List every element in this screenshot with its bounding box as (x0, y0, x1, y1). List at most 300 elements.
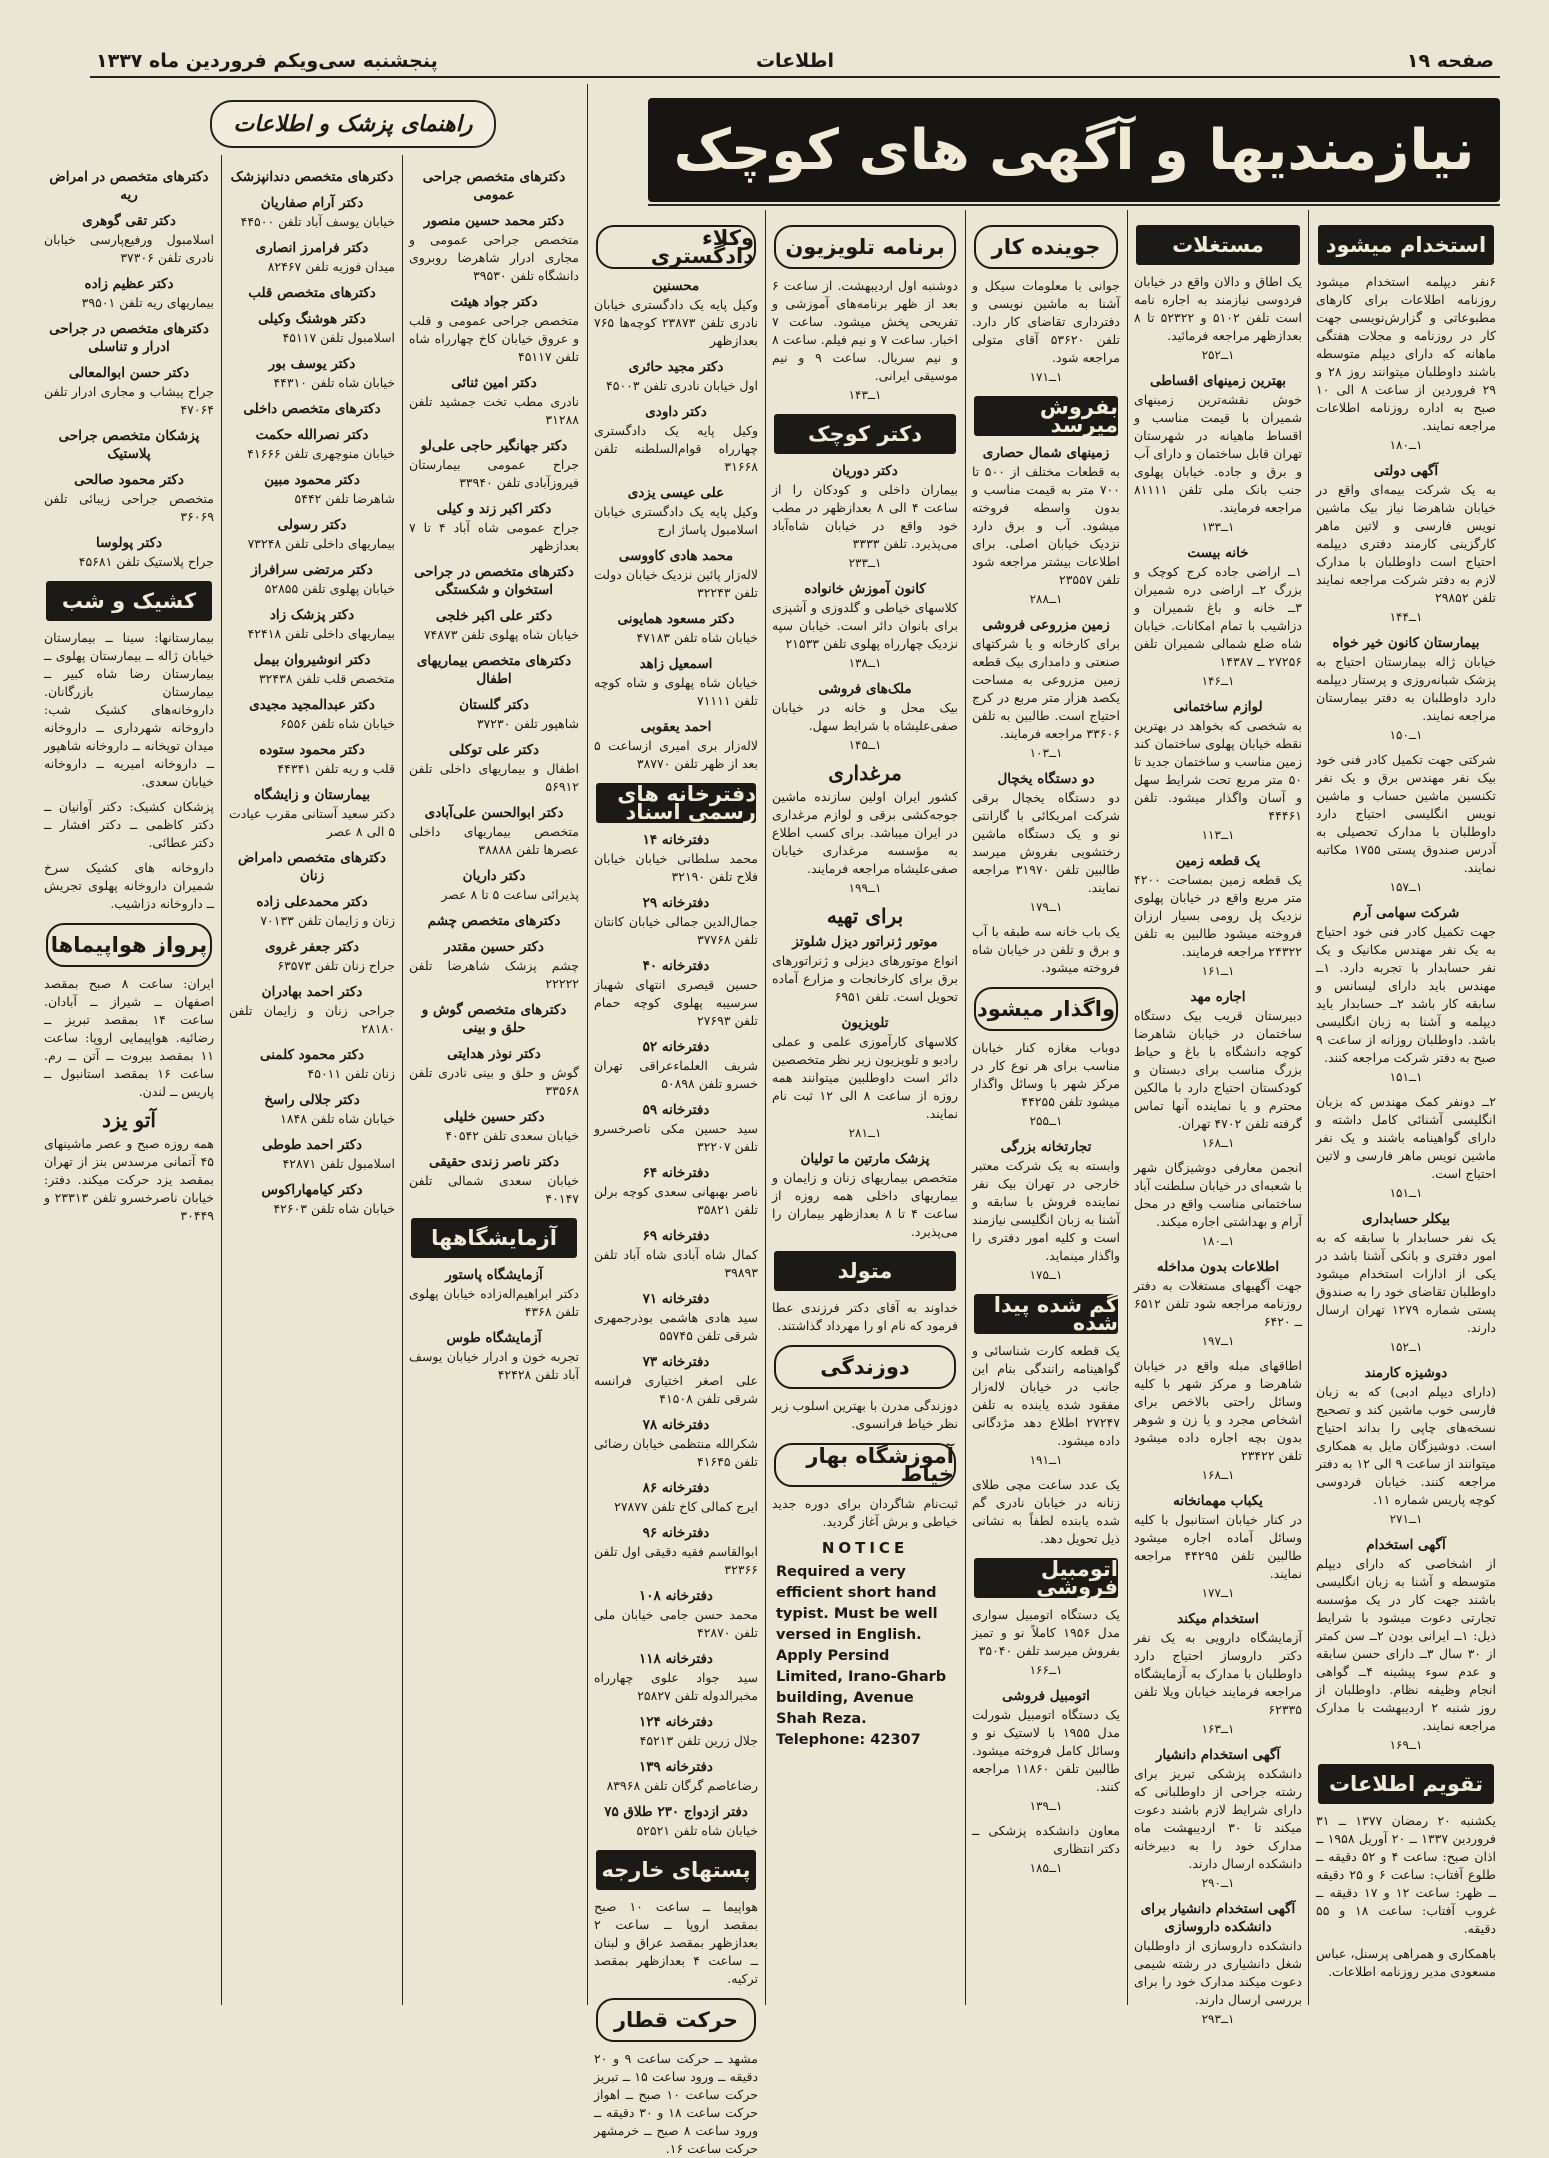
ad-body: یک قطعه زمین بمساحت ۴۲۰۰ متر مربع واقع در خیابان پهلوی نزدیک پل رومی بسیار ارزان فروخته میشود طالبین به تلفن ۲۴۳۲۲ مراجعه فرمایند. (1134, 872, 1302, 959)
ad-body: بیماریهای داخلی تلفن ۴۲۴۱۸ (247, 626, 395, 641)
classified-ad (229, 786, 395, 841)
classified-ad (594, 957, 758, 1030)
ad-title: دکتر ابوالحسن علی‌آبادی (424, 805, 564, 821)
column-programs (768, 215, 962, 2007)
classified-ad (594, 484, 758, 539)
ad-title: شرکت سهامی آرم (1352, 905, 1460, 921)
classified-ad (1134, 372, 1302, 536)
section-heading: آزمایشگاهها (411, 1218, 577, 1258)
ad-code: ۱ــ۲۸۸ (1029, 592, 1063, 606)
ad-code: ۱ــ۱۳۳ (1201, 520, 1235, 534)
column-rule (1127, 210, 1128, 2005)
ad-code: ۱ــ۱۶۱ (1201, 964, 1235, 978)
classified-ad (1134, 1258, 1302, 1350)
ad-title: دفترخانه ۵۹ (642, 1102, 710, 1118)
ad-title: دفترخانه ۴۰ (642, 958, 710, 974)
ad-body: وکیل پایه یک دادگستری خیابان اسلامبول پاساژ ارج (594, 504, 758, 537)
classified-ad (409, 867, 579, 904)
classified-ad (594, 655, 758, 710)
ad-title: تجارتخانه بزرگی (1000, 1139, 1092, 1155)
page-header (90, 50, 1500, 78)
ad-body: علی اصغر اختیاری فرانسه شرقی تلفن ۴۱۵۰۸ (594, 1373, 758, 1406)
section-heading: وکلاء دادگستری (596, 225, 756, 269)
ad-title: دو دستگاه یخچال (997, 771, 1095, 787)
ad-code: ۱ــ۱۹۹ (848, 881, 882, 895)
ad-title: پزشکان متخصص جراحی پلاستیک (58, 428, 200, 462)
ad-code: ۱ــ۱۳۹ (1029, 1799, 1063, 1813)
classified-ad (44, 975, 214, 1101)
ad-title: دکتر مسعود همایونی (617, 611, 735, 627)
ad-body: ناصر بهبهانی سعدی کوچه برلن تلفن ۳۵۸۲۱ (594, 1184, 758, 1217)
ad-title: دکترهای متخصص داخلی (243, 401, 381, 417)
ad-body: به شخصی که بخواهد در بهترین نقطه خیابان پهلوی ساختمان کند زمین مناسب و ساختمان جدید تا ۵۰ متر مربع تحت شرایط سهل و آسان واگذار میشود. تلفن ۴۴۴۶۱ (1134, 718, 1302, 823)
classified-ad (44, 320, 214, 356)
classified-ad (972, 1138, 1120, 1284)
classified-ad (229, 310, 395, 347)
ad-title: زمین مزروعی فروشی (982, 617, 1110, 633)
classified-ad (409, 212, 579, 285)
ad-title: دفترخانه ۱۳۹ (639, 1759, 713, 1775)
banner-divider (648, 204, 1500, 206)
section-heading: پرواز هواپیماها (46, 923, 212, 967)
classified-ad (1316, 1210, 1496, 1356)
ad-title: دفترخانه ۱۲۴ (639, 1714, 713, 1730)
ad-code: ۱ــ۱۸۰ (1389, 438, 1423, 452)
classified-ad (1316, 273, 1496, 454)
ad-title: دکتر احمد بهادران (261, 984, 363, 1000)
classified-ad (594, 358, 758, 395)
ad-title: دفترخانه ۷۳ (642, 1354, 710, 1370)
ad-body: اسلامبول ورفیع‌پارسی خیابان نادری تلفن ۳۷۳۰۶ (44, 232, 214, 265)
classified-ad (229, 471, 395, 508)
ad-code: ۱ــ۱۶۶ (1029, 1663, 1063, 1677)
ad-body: شاهپور تلفن ۳۷۲۳۰ (476, 716, 579, 731)
classified-ad (594, 831, 758, 886)
ad-title: دوشیزه کارمند (1364, 1365, 1448, 1381)
ad-body: دو دستگاه یخچال برقی شرکت امریکائی با گارانتی نو و یک دستگاه ماشین رختشویی بفروش میرسد طالبین تلفن ۳۱۹۷۰ مراجعه نمایند. (972, 790, 1120, 895)
section-heading: استخدام میشود (1318, 225, 1494, 265)
ad-body: محمد سلطانی خیابان خیابان فلاح تلفن ۳۲۱۹۰ (594, 851, 758, 884)
ad-body: انجمن معارفی دوشیزگان شهر با شعبه‌ای در خیابان سلطنت آباد ساختمانی مناسب واقع در محل آرام و بهداشتی اجاره میکند. (1133, 1160, 1302, 1229)
classified-ad (44, 629, 214, 791)
ad-body: باهمکاری و همراهی پرسنل، عباس مسعودی مدیر روزنامه اطلاعات. (1316, 1946, 1496, 1979)
ad-body: دبیرستان قریب بیک دستگاه ساختمان در خیابان شاهرضا کوچه دانشگاه با باغ و حیاط بزرگ مناسب برای دبستان و کودکستان احتیاج دارد با مالکین محترم و یا نماینده آنها تماس گرفته تلفن ۴۷۰۲ تهران. (1134, 1008, 1302, 1131)
ad-body: جهت تکمیل کادر فنی خود احتیاج به یک نفر مهندس مکانیک و یک نفر حسابدار با تجربه دارد. ۱ــ مهندس باید دارای لیسانس و سابقه کار باشد ۲ــ حسابدار باید دیپلمه و آشنا به زبان انگلیسی باشد. داوطلبان روزانه از ساعت ۹ صبح به دفتر شرکت مراجعه کنند. (1316, 924, 1497, 1065)
ad-body: حسین قیصری انتهای شهباز سرسیبه پهلوی کوچه حمام تلفن ۲۷۶۹۳ (594, 977, 758, 1028)
ad-title: دکتر پزشک زاد (269, 607, 355, 623)
ad-body: آزمایشگاه دارویی به یک نفر دکتر داروساز احتیاج دارد داوطلبان با مدارک به آزمایشگاه مراجعه فرمایند خیابان ویلا تلفن ۶۲۳۳۵ (1134, 1630, 1302, 1717)
classified-ad (1316, 1364, 1496, 1528)
ad-body: در کنار خیابان استانبول با کلیه وسائل آماده اجاره میشود طالبین تلفن ۴۴۲۹۵ مراجعه نمایند. (1134, 1512, 1303, 1581)
ad-body: بیماریهای داخلی تلفن ۷۳۲۴۸ (247, 536, 395, 551)
ad-body: ایران: ساعت ۸ صبح بمقصد اصفهان ــ شیراز ــ آبادان. ساعت ۱۴ بمقصد تبریز ــ رضائیه. هواپیمایی اروپا: ساعت ۱۱ بمقصد بیروت ــ آتن ــ رم. ساعت ۱۶ بمقصد استانبول ــ پاریس ــ لندن. (44, 976, 214, 1099)
classified-ad (44, 1135, 214, 1225)
classified-ad (772, 1014, 958, 1142)
ad-code: ۱ــ۱۹۷ (1201, 1334, 1235, 1348)
ad-body: سید جواد علوی چهارراه مخبرالدوله تلفن ۲۵۸۲۷ (594, 1670, 758, 1703)
ad-body: چشم پزشک شاهرضا تلفن ۲۲۲۲۲ (409, 958, 579, 991)
classified-ad (409, 696, 579, 733)
ad-title: استخدام میکند (1177, 1611, 1259, 1627)
classified-ad (1134, 1746, 1302, 1892)
ad-body: اطفال و بیماریهای داخلی تلفن ۵۶۹۱۲ (409, 761, 579, 794)
classified-ad (409, 1266, 579, 1321)
ad-title: دکتر جلالی راسخ (264, 1092, 360, 1108)
ad-body: خیابان شاه پهلوی تلفن ۷۴۸۷۳ (423, 627, 579, 642)
ad-title: محمد هادی کاووسی (618, 548, 734, 564)
section-heading: کشیک و شب (46, 581, 212, 621)
ad-body: بیمارستانها: سینا ــ بیمارستان خیابان ژاله ــ بیمارستان پهلوی ــ بیمارستان رضا شاه کبیر ــ بیمارستان بازرگانان. داروخانه‌های کشیک شب: داروخانه شهرداری ــ داروخانه میدان توپخانه ــ داروخانه شاهپور ــ داروخانه امیریه ــ داروخانه خیابان سعدی. (44, 630, 214, 789)
classified-ad (229, 561, 395, 598)
ad-body: از اشخاصی که دارای دیپلم متوسطه و آشنا به زبان انگلیسی باشند جهت کار در یک مؤسسه تجارتی دعوت میشود با شرایط ذیل: ۱ــ ایرانی بودن ۲ــ سن کمتر از ۳۰ سال ۳ــ دارای حسن سابقه و عدم سوء پیشینه ۴ــ گواهی انجام وظیفه نظام. داوطلبان از روز شنبه ۲ اردیبهشت با مدارک مراجعه نمایند. (1316, 1556, 1497, 1733)
classified-ad (229, 938, 395, 975)
classified-ad (1134, 1610, 1302, 1738)
ad-body: شاهرضا تلفن ۵۴۴۲ (294, 491, 395, 506)
ad-body: شکرالله منتظمی خیابان رضائی تلفن ۴۱۶۴۵ (594, 1436, 758, 1469)
ad-code: ۱ــ۲۹۰ (1201, 1876, 1235, 1890)
ad-code: ۱ــ۱۴۵ (848, 738, 882, 752)
ad-title: دکتر حسین خلیلی (443, 1109, 545, 1125)
classified-ad (972, 277, 1120, 386)
ad-title: دکترهای متخصص بیماریهای اطفال (416, 653, 572, 687)
ad-body: یک نفر حسابدار با سابقه که به امور دفتری و بانکی آشنا باشد در یکی از ادارات استخدام میشود داوطلبان تقاضای خود را به صندوق پستی شماره ۱۲۷۹ تهران ارسال دارند. (1316, 1230, 1496, 1335)
ad-body: جراح پلاستیک تلفن ۴۵۶۸۱ (78, 554, 214, 569)
classified-ad (229, 355, 395, 392)
classified-ad (409, 652, 579, 688)
ad-body: جراح پیشاب و مجاری ادرار تلفن ۴۷۰۶۴ (44, 384, 214, 417)
ad-body: کلاسهای کارآموزی علمی و عملی رادیو و تلویزیون زیر نظر متخصصین دائر است داوطلبین میتوانند همه روزه از ساعت ۸ الی ۱۲ ثبت نام نمایند. (772, 1034, 958, 1121)
classified-ad (594, 1416, 758, 1471)
classified-ad (594, 610, 758, 647)
ad-body: به قطعات مختلف از ۵۰۰ تا ۷۰۰ متر به قیمت مناسب و بدون واسطه فروخته میشود. آب و برق دارد نزدیک خیابان اصلی. برای اطلاعات بیشتر مراجعه شود تلفن ۲۳۵۵۷ (972, 464, 1120, 587)
ad-title: دکتر آرام صفاریان (260, 195, 364, 211)
classified-ad (772, 1299, 958, 1335)
ad-title: دکترهای متخصص دندانپزشک (230, 169, 394, 185)
classified-ad (594, 1290, 758, 1345)
classified-ad (1134, 988, 1302, 1152)
ad-code: ۱ــ۱۵۱ (1389, 1070, 1423, 1084)
ad-body: متخصص قلب تلفن ۳۲۴۳۸ (258, 671, 395, 686)
ad-body: جلال زرین تلفن ۴۵۲۱۳ (639, 1733, 758, 1748)
ad-body: ۶نفر دیپلمه استخدام میشود روزنامه اطلاعات برای کارهای مطبوعاتی و گزارش‌نویسی جهت کار در روزنامه و مجلات هفتگی ماهانه که دارای دیپلم متوسطه باشند داوطلبان میتوانند روز ۲۸ و ۲۹ فروردین از ساعت ۸ الی ۱۰ صبح به اداره روزنامه اطلاعات مراجعه نمایند. (1316, 274, 1496, 433)
ad-title: دفترخانه ۷۸ (642, 1417, 710, 1433)
ad-code: ۱ــ۱۵۲ (1389, 1340, 1423, 1354)
ad-body: هواپیما ــ ساعت ۱۰ صبح بمقصد اروپا ــ ساعت ۲ بعدازظهر بمقصد عراق و لبنان ــ ساعت ۴ بعدازظهر بمقصد ترکیه. (594, 1899, 758, 1986)
ad-title: دکتر مرتضی سرافراز (251, 562, 373, 578)
ad-body: بیک محل و خانه در خیابان صفی‌علیشاه با شرایط سهل. (772, 700, 958, 733)
classified-ad (229, 284, 395, 302)
ad-code: ۱ــ۱۶۸ (1201, 1136, 1235, 1150)
classified-ad (1134, 544, 1302, 690)
classified-ad (594, 1898, 758, 1988)
ad-title: دکتر انوشیروان بیمل (253, 652, 371, 668)
ad-body: میدان فوزیه تلفن ۸۲۴۶۷ (267, 259, 395, 274)
banner-title: نیازمندیها و آگهی های کوچک (673, 117, 1475, 183)
classified-ad (44, 471, 214, 526)
ad-code: ۱ــ۲۷۱ (1389, 1512, 1423, 1526)
classified-ad (972, 1476, 1120, 1548)
ad-body: معاون دانشکده پزشکی ــ دکتر انتظاری (972, 1823, 1120, 1856)
ad-code: ۱ــ۱۰۳ (1029, 746, 1063, 760)
ad-code: ۱ــ۱۶۸ (1201, 1468, 1235, 1482)
column-rule (765, 210, 766, 2005)
ad-body: خیابان سعدی تلفن ۴۰۵۴۲ (445, 1128, 579, 1143)
classified-ad (594, 1164, 758, 1219)
ad-body: گوش و حلق و بینی نادری تلفن ۳۳۵۶۸ (409, 1065, 579, 1098)
directory-heading (210, 100, 496, 148)
classified-ad (409, 912, 579, 930)
ad-body: سید حسین مکی ناصرخسرو تلفن ۳۲۲۰۷ (594, 1121, 758, 1154)
ad-body: زنان تلفن ۴۵۰۱۱ (307, 1066, 395, 1081)
classified-ad (409, 607, 579, 644)
ad-title: آگهی استخدام (1366, 1537, 1446, 1553)
ad-body: شرکتی جهت تکمیل کادر فنی خود بیک نفر مهندس برق و یک نفر تکنسین ماشین حساب و ماشین نویس انگلیسی احتیاج دارد داوطلبان با مدارک تحصیلی به آدرس صندوق پستی ۱۷۵۵ مکاتبه نمایند. (1316, 752, 1496, 875)
classified-ad (409, 437, 579, 492)
classified-ad (229, 741, 395, 778)
ad-title: دکتر محمدعلی زاده (256, 894, 368, 910)
ad-title: دکتر محمد حسین منصور (423, 213, 565, 229)
classified-ad (594, 1758, 758, 1795)
ad-body: متخصص جراحی زیبائی تلفن ۳۶۰۶۹ (44, 491, 214, 524)
ad-body: سید هادی هاشمی بوذرجمهری شرقی تلفن ۵۵۷۴۵ (594, 1310, 758, 1343)
classified-ad (409, 1329, 579, 1384)
classified-ad (1316, 462, 1496, 626)
section-heading: برای تهیه (826, 904, 904, 928)
ad-title: دکترهای متخصص در امراض ریه (49, 169, 209, 203)
ad-title: زمینهای شمال حصاری (982, 445, 1110, 461)
classified-ad (229, 194, 395, 231)
ad-body: دوشنبه اول اردیبهشت. از ساعت ۶ بعد از ظهر برنامه‌های آموزشی و تفریحی پخش میشود. ساعت ۷ اخبار. ساعت ۷ و نیم فیلم. ساعت ۸ و نیم سریال. ساعت ۹ و نیم موسیقی ایرانی. (772, 278, 958, 383)
ad-body: تجربه خون و ادرار خیابان یوسف آباد تلفن ۴۲۴۲۸ (409, 1349, 579, 1382)
classified-ad (772, 933, 958, 1006)
ad-title: پزشک مارتین ما تولیان (800, 1151, 930, 1167)
ad-title: دفترخانه ۵۲ (642, 1039, 710, 1055)
ad-body: خیابان شاه تلفن ۶۵۵۶ (280, 716, 395, 731)
ad-body: ۱ــ اراضی جاده کرج کوچک و بزرگ ۲ــ اراضی دره شمیران ۳ــ خانه و باغ شمیران و دزاشیب با تمام امکانات. خیابان شاه ضلع شمالی شمیران تلفن ۲۷۲۵۶ ــ ۱۴۳۸۷ (1134, 564, 1302, 669)
classified-ad (409, 293, 579, 366)
ad-title: دکتر محمود کلمنی (259, 1047, 365, 1063)
classified-ad (972, 444, 1120, 608)
classified-ad (44, 534, 214, 571)
classified-ad (594, 1650, 758, 1705)
ad-title: بیمارستان کانون خیر خواه (1332, 635, 1480, 651)
ad-body: خداوند به آقای دکتر فرزندی عطا فرمود که نام او را مهرداد گذاشتند. (772, 1300, 958, 1333)
ad-body: وکیل پایه یک دادگستری چهارراه قوام‌السلطنه تلفن ۳۱۶۶۸ (594, 423, 758, 474)
ad-body: دوزندگی مدرن با بهترین اسلوب زیر نظر خیاط فرانسوی. (772, 1398, 958, 1431)
classified-ad (229, 893, 395, 930)
classified-ad (972, 770, 1120, 916)
ad-code: ۱ــ۱۶۳ (1201, 1722, 1235, 1736)
classified-ad (594, 1524, 758, 1579)
ad-body: (دارای دیپلم ادبی) که به زبان فارسی خوب ماشین کند و تصحیح نسخه‌های چاپی را بداند احتیاج است. دوشیزگان مایل به همکاری میتوانند از ساعت ۹ الی ۱۲ به دفتر مراجعه کنند. خیابان فردوسی کوچه پاریس شماره ۱۱. (1316, 1384, 1496, 1507)
classified-ad (1134, 1492, 1302, 1602)
ad-title: دکتر علی توکلی (448, 742, 540, 758)
ad-body: خیابان شاه پهلوی و شاه کوچه تلفن ۷۱۱۱۱ (594, 675, 758, 708)
ad-title: دکتر حسین مقتدر (444, 939, 544, 955)
ad-title: دفترخانه ۱۴ (642, 832, 710, 848)
ad-title: دکتر احمد طوطی (261, 1137, 363, 1153)
section-heading: اتومبیل فروشی (974, 1558, 1118, 1598)
classified-ad (594, 1587, 758, 1642)
ad-title: دفترخانه ۱۰۸ (639, 1588, 713, 1604)
ad-code: ۱ــ۲۵۲ (1201, 348, 1235, 362)
classified-ad (229, 1046, 395, 1083)
classified-ad (1316, 1812, 1496, 1938)
ad-title: آگهی دولتی (1373, 463, 1439, 479)
classified-ad (594, 1479, 758, 1516)
paper-name: اطلاعات (755, 50, 835, 72)
ad-body: خیابان شاه تلفن ۱۸۴۸ (280, 1111, 395, 1126)
ad-code: ۱ــ۲۸۱ (848, 1126, 882, 1140)
ad-title: دفترخانه ۹۶ (642, 1525, 710, 1541)
classified-ad (594, 2050, 758, 2158)
classified-ad (594, 1038, 758, 1093)
ad-title: دکتر محمود مبین (264, 472, 360, 488)
classified-ad (772, 680, 958, 754)
classified-ad (229, 606, 395, 643)
column-rule (402, 155, 403, 2005)
ad-body: جوانی با معلومات سیکل و آشنا به ماشین نویسی و دفترداری تقاضای کار دارد. تلفن ۵۳۶۲۰ آقای متولی مراجعه شود. (972, 278, 1120, 365)
classified-ad (1316, 904, 1496, 1086)
ad-title: محسنین (652, 278, 700, 294)
classified-ad (772, 1150, 958, 1241)
classified-ad (409, 563, 579, 599)
classified-ad (229, 426, 395, 463)
ad-body: خیابان شاه تلفن ۴۴۳۱۰ (273, 375, 395, 390)
ad-body: برای کارخانه و یا شرکتهای صنعتی و دامداری بیک قطعه زمین مزروعی به مساحت یکصد هزار متر مربع در کرج احتیاج است. طالبین به تلفن ۳۳۶۰۶ مراجعه فرمایند. (972, 636, 1120, 741)
ad-title: دفتر ازدواج ۲۳۰ طلاق ۷۵ (604, 1804, 748, 1820)
classified-ad (594, 277, 758, 350)
ad-title: دکتر رسولی (277, 517, 347, 533)
ad-body: خوش نقشه‌ترین زمینهای شمیران با قیمت مناسب و اقساط ماهیانه در شهرستان تهران قابل ساختمان و دارای آب و برق و جاده. خیابان پهلوی جنب بانک ملی تلفن ۸۱۱۱۱ مراجعه فرمایند. (1134, 392, 1302, 515)
section-heading: دوزندگی (774, 1345, 956, 1389)
ad-title: دفترخانه ۶۹ (642, 1228, 710, 1244)
ad-title: دفترخانه ۱۱۸ (639, 1651, 713, 1667)
ad-body: به یک شرکت بیمه‌ای واقع در خیابان شاهرضا نیاز بیک ماشین نویس فارسی و لاتین ماهر کارگزینی کارمند دفتری دیپلمه احتیاج است داوطلبان با مدارک لازم به دفتر شرکت مراجعه نمایند تلفن ۲۹۸۵۲ (1316, 482, 1496, 605)
classified-ad (972, 923, 1120, 977)
ad-body: مشهد ــ حرکت ساعت ۹ و ۲۰ دقیقه ــ ورود ساعت ۱۵ ــ تبریز حرکت ساعت ۱۰ صبح ــ اهواز حرکت ساعت ۱۸ و ۳۰ دقیقه ــ ورود ساعت ۸ صبح ــ خرمشهر حرکت ساعت ۱۶. (594, 2051, 759, 2156)
ad-code: ۱ــ۲۳۳ (848, 556, 882, 570)
section-heading: آتو یزد (102, 1108, 156, 1132)
column-employment (1312, 215, 1500, 2007)
classified-ad (594, 1803, 758, 1840)
ad-body: جراحی زنان و زایمان تلفن ۲۸۱۸۰ (229, 1003, 395, 1036)
ad-title: آگهی استخدام دانشیار (1155, 1747, 1281, 1763)
classified-ad (772, 580, 958, 672)
ad-title: دفترخانه ۲۹ (642, 895, 710, 911)
ad-title: دفترخانه ۷۱ (642, 1291, 710, 1307)
column-rule (1308, 210, 1309, 2005)
section-heading: مرغداری (828, 761, 902, 785)
section-heading: حرکت قطار (596, 1998, 756, 2042)
ad-body: دکتر ابراهیم‌اله‌زاده خیابان پهلوی تلفن ۴۳۶۸ (409, 1286, 579, 1319)
directory-title: راهنمای پزشک و اطلاعات (233, 111, 473, 137)
ad-body: جراح زنان تلفن ۶۳۵۷۳ (277, 958, 395, 973)
ad-title: دکتر علی اکبر خلجی (435, 608, 553, 624)
section-heading: برنامه تلویزیون (774, 225, 956, 269)
ad-body: اسلامبول تلفن ۴۲۸۷۱ (282, 1156, 395, 1171)
classified-ad (44, 859, 214, 913)
ad-body: خیابان شاه تلفن ۵۲۵۲۱ (636, 1823, 758, 1838)
classified-ad (409, 374, 579, 429)
ad-body: ابوالقاسم فقیه دقیقی اول تلفن ۳۲۳۶۶ (594, 1544, 758, 1577)
classified-ad (409, 1001, 579, 1037)
ad-body: نادری مطب تخت جمشید تلفن ۳۱۲۸۸ (409, 394, 579, 427)
ad-title: ملک‌های فروشی (818, 681, 912, 697)
ad-body: خیابان پهلوی تلفن ۵۲۸۵۵ (264, 581, 395, 596)
section-heading: گم شده پیدا شده (974, 1294, 1118, 1334)
classified-ad (972, 1342, 1120, 1469)
ad-title: دکترهای متخصص قلب (248, 285, 376, 301)
ad-title: دکتر یوسف بور (268, 356, 356, 372)
ad-title: دکترهای متخصص در جراحی ادرار و تناسلی (49, 321, 209, 355)
classified-ad (1134, 852, 1302, 980)
ad-title: دکتر هوشنگ وکیلی (258, 311, 366, 327)
classified-ad (229, 1091, 395, 1128)
ad-title: اطلاعات بدون مداخله (1156, 1259, 1280, 1275)
column-surgeons (405, 160, 583, 2007)
classified-ad (409, 938, 579, 993)
ad-title: دکتر فرامرز انصاری (255, 240, 369, 256)
classified-ad (1134, 1900, 1302, 2028)
ad-title: اسمعیل زاهد (639, 656, 713, 672)
section-heading: مستغلات (1136, 225, 1300, 265)
ad-title: دکتر جواد هیئت (450, 294, 538, 310)
classified-ad (1134, 1159, 1302, 1250)
ad-body: جراح عمومی شاه آباد ۴ تا ۷ بعدازظهر (409, 520, 579, 553)
classified-ad (44, 798, 214, 852)
column-job-seekers-for-sale (968, 215, 1124, 2007)
ad-title: دکتر مجید حائری (628, 359, 724, 375)
ad-title: دکتر جعفر غروی (264, 939, 360, 955)
ad-title: کانون آموزش خانواده (804, 581, 926, 597)
classified-ad (409, 1108, 579, 1145)
ad-title: تلویزیون (841, 1015, 889, 1031)
classified-ad (972, 1039, 1120, 1130)
ad-title: دکتر تقی گوهری (82, 213, 176, 229)
ad-title: آگهی استخدام دانشیار برای دانشکده داروسازی (1140, 1901, 1296, 1935)
section-heading: دفترخانه های رسمی اسناد (596, 783, 756, 823)
ad-body: یک دستگاه اتومبیل سواری مدل ۱۹۵۶ کاملاً نو و تمیز بفروش میرسد تلفن ۳۵۰۴۰ (972, 1607, 1121, 1658)
ad-title: یکباب مهمانخانه (1173, 1493, 1263, 1509)
ad-title: دکتر امین ثنائی (451, 375, 537, 391)
ad-body: شریف العلماءعراقی تهران خسرو تلفن ۵۰۸۹۸ (594, 1058, 758, 1091)
ad-body: همه روزه صبح و عصر ماشینهای ۴۵ آتمانی مرسدس بنز از تهران بمقصد یزد حرکت میکند. دفتر: خیابان ناصرخسرو تلفن ۲۳۳۱۳ و ۳۰۴۴۹ (44, 1136, 214, 1223)
ad-body: جهت آگهیهای مستغلات به دفتر روزنامه مراجعه شود تلفن ۶۵۱۲ ــ ۶۴۲۰ (1134, 1278, 1302, 1329)
ad-body: کشور ایران اولین سازنده ماشین جوجه‌کشی برقی و لوازم مرغداری در ایران میباشد. برای کسب اطلاع به مؤسسه مرغداری خیابان صفی‌علیشاه مراجعه فرمایند. (772, 789, 958, 876)
ad-title: دکتر محمود صالحی (74, 472, 184, 488)
ad-title: یک قطعه زمین (1175, 853, 1261, 869)
classified-ad (1134, 698, 1302, 844)
ad-title: دکتر پولوسا (96, 535, 162, 551)
ad-body: پذیرائی ساعت ۵ تا ۸ عصر (441, 887, 579, 902)
ad-code: ۱ــ۱۶۹ (1389, 1738, 1423, 1752)
ad-title: دکتر محمود ستوده (259, 742, 365, 758)
ad-body: بیماران داخلی و کودکان را از ساعت ۴ الی ۸ بعدازظهر در مطب خود واقع در خیابان شاه‌آباد می‌پذیرد. تلفن ۳۳۳۳ (772, 482, 958, 551)
classified-ad (44, 212, 214, 267)
ad-body: یک اطاق و دالان واقع در خیابان فردوسی نیازمند به اجاره نامه است تلفن ۵۱۰۲ و ۵۲۳۲۲ تا ۸ بعدازظهر مراجعه فرمائید. (1134, 274, 1303, 343)
section-heading: متولد (774, 1251, 956, 1291)
ad-code: ۱ــ۱۷۵ (1029, 1268, 1063, 1282)
ad-body: جراح عمومی بیمارستان فیروزآبادی تلفن ۳۳۹۴۰ (409, 457, 579, 490)
ad-code: ۱ــ۱۷۱ (1029, 370, 1063, 384)
ad-title: علی عیسی یزدی (627, 485, 725, 501)
ad-title: اتومبیل فروشی (1002, 1688, 1090, 1704)
ad-title: دکترهای متخصص چشم (427, 913, 561, 929)
issue-date: پنجشنبه سی‌ویکم فروردین ماه ۱۳۳۷ (96, 50, 438, 72)
column-specialists (225, 160, 399, 2007)
ad-title: دکتر ناصر زندی حقیقی (428, 1154, 560, 1170)
